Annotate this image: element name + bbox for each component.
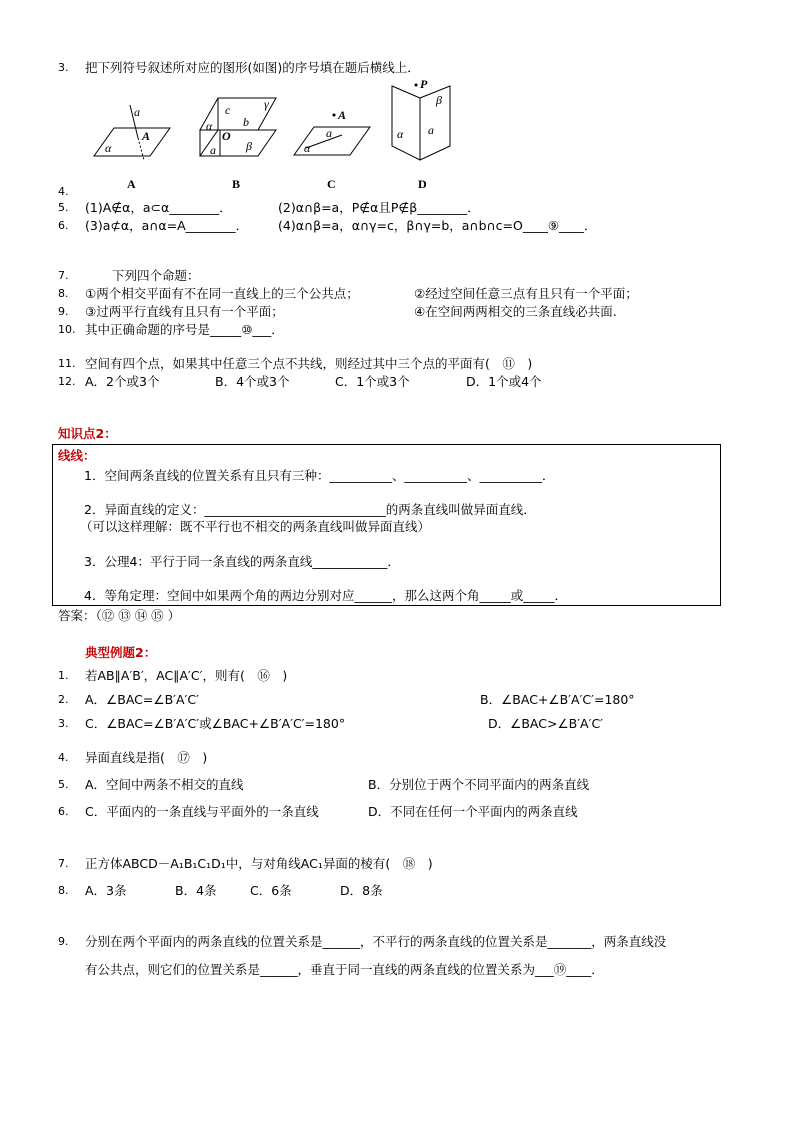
proposition-4: ④在空间两两相交的三条直线必共面.: [414, 304, 617, 319]
knowledge-answer: 答案：（⑫ ⑬ ⑭ ⑮ ）: [58, 608, 181, 623]
ex-line-number-7: 7.: [58, 857, 69, 870]
q11-option-a: A．2个或3个: [85, 374, 160, 389]
ex-q2-option-a: A．空间中两条不相交的直线: [85, 777, 244, 792]
ex-q3-option-b: B．4条: [175, 883, 217, 898]
ex-q3-option-a: A．3条: [85, 883, 127, 898]
ex-q1: 若AB∥A′B′，AC∥A′C′，则有( ⑯ ): [85, 668, 288, 683]
ex-q4-line-1: 分别在两个平面内的两条直线的位置关系是______，不平行的两条直线的位置关系是_______，两条直线没: [85, 934, 667, 949]
figure-b: [198, 92, 280, 160]
ex-line-number-8: 8.: [58, 884, 69, 897]
svg-text:α: α: [206, 119, 213, 133]
ex-q2-option-c: C．平面内的一条直线与平面外的一条直线: [85, 804, 319, 819]
ex-line-number-6: 6.: [58, 805, 69, 818]
ex-line-number-1: 1.: [58, 669, 69, 682]
proposition-3: ③过两平行直线有且只有一个平面；: [85, 304, 284, 319]
line-number-6: 6.: [58, 219, 69, 232]
svg-text:O: O: [222, 129, 231, 143]
q11-option-b: B．4个或3个: [215, 374, 290, 389]
q11-text: 空间有四个点，如果其中任意三个点不共线，则经过其中三个点的平面有( ⑪ ): [85, 356, 533, 371]
ex-line-number-4: 4.: [58, 751, 69, 764]
figure-c-label: C: [327, 177, 336, 191]
knowledge-line-2-note: （可以这样理解：既不平行也不相交的两条直线叫做异面直线）: [80, 519, 431, 534]
ex-q1-option-b: B．∠BAC+∠B′A′C′=180°: [480, 692, 635, 707]
svg-text:A: A: [338, 108, 347, 122]
q3-item-4: (4)α∩β=a，α∩γ=c，β∩γ=b，a∩b∩c=O____⑨____．: [278, 218, 597, 233]
line-number-5: 5.: [58, 201, 69, 214]
figure-a-label: A: [127, 177, 136, 191]
proposition-2: ②经过空间任意三点有且只有一个平面；: [414, 286, 638, 301]
line-number-9: 9.: [58, 305, 69, 318]
svg-text:A: A: [142, 129, 151, 143]
ex-q4-line-2: 有公共点，则它们的位置关系是______，垂直于同一直线的两条直线的位置关系为___⑲____．: [85, 962, 604, 977]
svg-text:α: α: [304, 141, 311, 155]
line-number-12: 12.: [58, 375, 76, 388]
knowledge-line-1: 1．空间两条直线的位置关系有且只有三种：__________、__________、__________．: [84, 468, 555, 483]
proposition-1: ①两个相交平面有不在同一直线上的三个公共点；: [85, 286, 359, 301]
q3-item-2: (2)α∩β=a，P∉α且P∉β________．: [278, 200, 480, 215]
ex-q2: 异面直线是指( ⑰ ): [85, 750, 208, 765]
svg-text:a: a: [134, 105, 140, 119]
svg-text:β: β: [436, 93, 442, 107]
svg-text:a: a: [428, 123, 434, 137]
knowledge-title: 知识点2：: [58, 426, 117, 441]
ex-line-number-9: 9.: [58, 935, 69, 948]
ex-line-number-5: 5.: [58, 778, 69, 791]
svg-text:P: P: [420, 77, 428, 91]
figure-a: [92, 100, 174, 162]
ex-q2-option-d: D．不同在任何一个平面内的两条直线: [368, 804, 578, 819]
ex-line-number-2: 2.: [58, 693, 69, 706]
q3-number: 3.: [58, 61, 69, 74]
q11-option-c: C．1个或3个: [335, 374, 410, 389]
line-number-8: 8.: [58, 287, 69, 300]
svg-text:a: a: [210, 143, 216, 157]
knowledge-line-4: 4．等角定理：空间中如果两个角的两边分别对应______，那么这两个角_____或_____．: [84, 588, 567, 603]
ex-q3-option-d: D．8条: [340, 883, 383, 898]
knowledge-box-title: 线线：: [58, 448, 96, 463]
svg-text:a: a: [326, 126, 332, 140]
figure-b-label: B: [232, 177, 241, 191]
svg-text:γ: γ: [264, 97, 269, 111]
ex-q1-option-d: D．∠BAC>∠B′A′C′: [488, 716, 604, 731]
example-title: 典型例题2：: [85, 645, 157, 660]
ex-q3-option-c: C．6条: [250, 883, 292, 898]
svg-text:c: c: [225, 103, 231, 117]
ex-q2-option-b: B．分别位于两个不同平面内的两条直线: [368, 777, 590, 792]
q3-item-1: (1)A∉α，a⊂α________．: [85, 200, 232, 215]
q3-item-3: (3)a⊄α，a∩α=A________．: [85, 218, 249, 233]
line-number-11: 11.: [58, 357, 76, 370]
ex-line-number-3: 3.: [58, 717, 69, 730]
figure-d: [388, 76, 454, 166]
svg-text:α: α: [397, 127, 404, 141]
line-number-10: 10.: [58, 323, 76, 336]
q7-question: 其中正确命题的序号是_____⑩___．: [85, 322, 284, 337]
line-number-4: 4.: [58, 185, 69, 198]
q11-option-d: D．1个或4个: [466, 374, 542, 389]
q7-intro: 下列四个命题：: [112, 268, 200, 283]
ex-q1-option-a: A．∠BAC=∠B′A′C′: [85, 692, 199, 707]
svg-text:β: β: [246, 139, 252, 153]
ex-q1-option-c: C．∠BAC=∠B′A′C′或∠BAC+∠B′A′C′=180°: [85, 716, 346, 731]
ex-q3: 正方体ABCD－A₁B₁C₁D₁中，与对角线AC₁异面的棱有( ⑱ ): [85, 856, 433, 871]
figure-c: [292, 105, 372, 159]
knowledge-line-2: 2．异面直线的定义：_____________________________的两条直线叫做异面直线．: [84, 502, 536, 517]
figure-d-label: D: [418, 177, 427, 191]
svg-text:b: b: [243, 115, 249, 129]
svg-text:α: α: [105, 141, 112, 155]
knowledge-line-3: 3．公理4：平行于同一条直线的两条直线____________．: [84, 554, 400, 569]
q3-text: 把下列符号叙述所对应的图形(如图)的序号填在题后横线上．: [85, 60, 420, 75]
line-number-7: 7.: [58, 269, 69, 282]
